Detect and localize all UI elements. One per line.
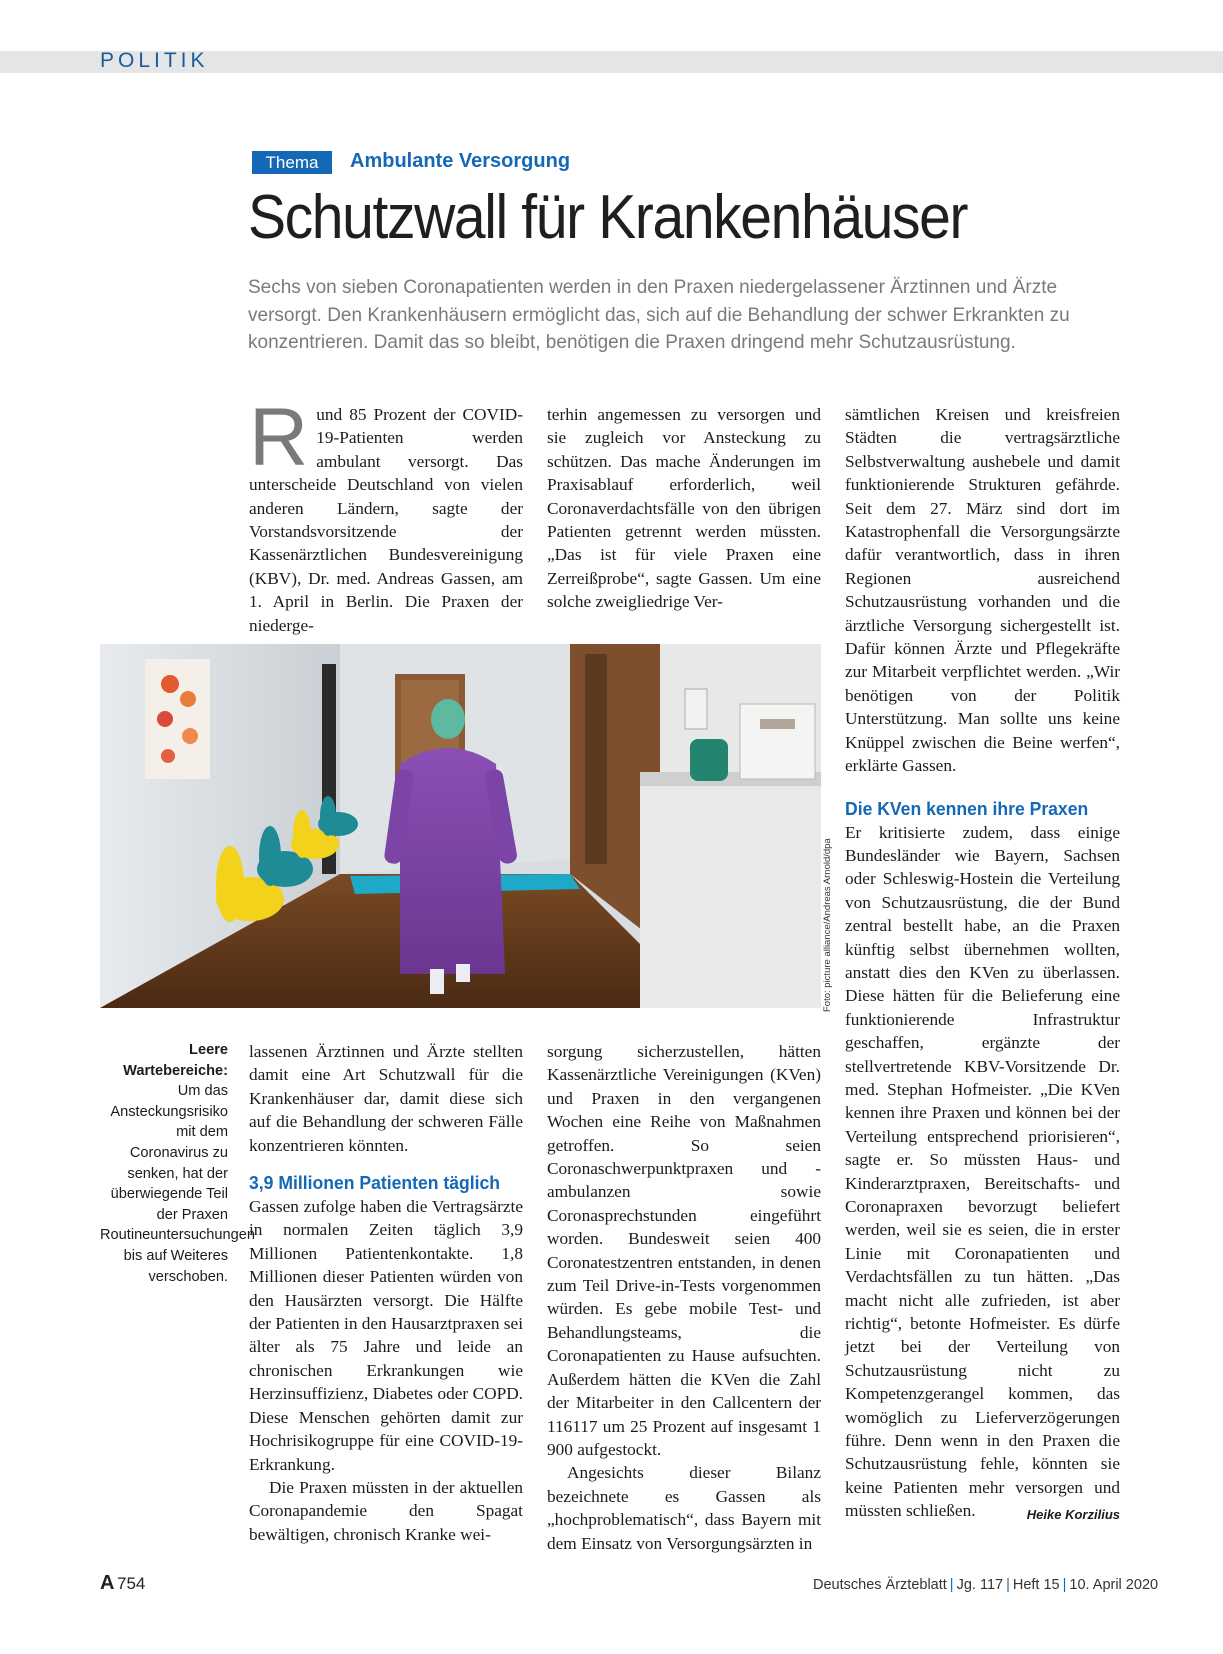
paragraph: Die Praxen müssten in der aktuellen Coronapandemie den Spagat bewältigen, chronisch Kranke wei- xyxy=(249,1477,523,1544)
caption-text: Um das Ansteckungsrisiko mit dem Coronavirus zu senken, hat der überwiegende Teil der Praxen Routineuntersuchungen bis auf Weiteres verschoben. xyxy=(100,1083,255,1285)
paragraph: lassenen Ärztinnen und Ärzte stellten damit eine Art Schutzwall für die Krankenhäuser dar, damit diese sich auf die Behandlung der schweren Fälle konzentrieren könnten. xyxy=(249,1042,523,1155)
author-byline: Heike Korzilius xyxy=(1026,1507,1120,1523)
page-number: 754 xyxy=(117,1574,146,1593)
paragraph-text: Er kritisierte zudem, dass einige Bundesländer wie Bayern, Sachsen oder Schleswig-Hostein die Verteilung von Schutzausrüstung, die der Bund zentral bestellt habe, an die Praxen künftig selbst übernehmen wollten, anstatt dies den KVen zu überlassen. Diese hätten für die Belieferung eine funktionierende Infrastruktur geschaffen, ergänzte der stellvertretende KBV-Vorsitzende Dr. med. Stephan Hofmeister. „Die KVen kennen ihre Praxen und können bei der Verteilung entsprechend priorisieren“, sagte er. So müssten Haus- und Kinderarztpraxen, Bereitschafts- und Coronapraxen bevorzugt beliefert werden, weil sie es seien, die in erster Linie mit Coronapatienten und Verdachtsfällen zu tun hätten. „Das macht nicht alle zufrieden, ist aber richtig“, betonte Hofmeister. Es dürfe jetzt bei der Verteilung von Schutzausrüstung nicht zu Kompetenzgerangel kommen, das womöglich zu Lieferverzögerungen führe. Denn wenn in den Praxen die Schutzausrüstung fehle, könnten sie keine Patienten mehr versorgen und müssten schließen. xyxy=(845,822,1120,1521)
paragraph: Angesichts dieser Bilanz bezeichnete es Gassen als „hochproblematisch“, dass Bayern mit dem Einsatz von Versorgungsärzten in xyxy=(547,1463,821,1553)
section-label: POLITIK xyxy=(100,49,209,72)
journal-name: Deutsches Ärzteblatt xyxy=(813,1577,947,1593)
column-2-bottom xyxy=(547,1040,821,1555)
column-3 xyxy=(845,403,1120,1527)
photo-caption xyxy=(100,1040,255,1287)
lede: Sechs von sieben Coronapatienten werden in den Praxen niedergelassener Ärztinnen und Ärzte versorgt. Den Krankenhäusern ermöglicht das, sich auf die Behandlung der schwer Erkrankten zu konzentrieren. Damit das so bleibt, benötigen die Praxen dringend mehr Schutzausrüstung. xyxy=(248,277,1070,353)
subheading: 3,9 Millionen Patienten täglich xyxy=(249,1172,500,1194)
caption-lead: Leere Wartebereiche: xyxy=(123,1042,228,1079)
paragraph: Gassen zufolge haben die Vertragsärzte in normalen Zeiten täglich 3,9 Millionen Patientenkontakte. 1,8 Millionen dieser Patienten würden von den Hausärzten versorgt. Die Hälfte der Patienten in den Hausarztpraxen sei älter als 75 Jahre und leide an chronischen Erkrankungen wie Herzinsuffizienz, Diabetes oder COPD. Diese Menschen gehörten damit zur Hochrisikogruppe für eine COVID-19-Erkrankung. xyxy=(249,1197,523,1474)
photo-credit: Foto: picture alliance/Andreas Arnold/dpa xyxy=(822,838,833,1012)
paragraph: sämtlichen Kreisen und kreisfreien Städten die vertragsärztliche Selbstverwaltung aushebele und damit funktionierende Strukturen gefährde. Seit dem 27. März sind dort im Katastrophenfall die Versorgungsärzte dafür verantwortlich, dass in ihren Regionen ausreichend Schutzausrüstung vorhanden und die ärztliche Versorgung sichergestellt ist. Dafür können Ärzte und Pflegekräfte zur Mitarbeit verpflichtet werden. „Wir benötigen von der Politik Unterstützung. Man sollte uns keine Knüppel zwischen die Beine werfen“, erklärte Gassen. xyxy=(845,405,1120,776)
article-photo xyxy=(100,644,821,1008)
page-prefix: A xyxy=(100,1572,115,1594)
subheading: Die KVen kennen ihre Praxen xyxy=(845,797,1089,819)
topic-label: Ambulante Versorgung xyxy=(350,150,571,172)
column-1-bottom xyxy=(249,1040,523,1546)
column-1-top xyxy=(249,392,523,637)
issue: Heft 15 xyxy=(1012,1577,1060,1593)
drop-cap: R xyxy=(249,392,309,483)
headline: Schutzwall für Krankenhäuser xyxy=(248,183,968,252)
paragraph: terhin angemessen zu versorgen und sie zugleich vor Ansteckung zu schützen. Das mache Änderungen im Praxisablauf erforderlich, weil Coronaverdachtsfälle von den übrigen Patienten getrennt werden müssten. „Das ist für viele Praxen eine Zerreißprobe“, sagte Gassen. Um eine solche zweigliedrige Ver- xyxy=(547,405,821,612)
paragraph: und 85 Prozent der COVID-19-Patienten werden ambulant versorgt. Das unterscheide Deutschland von vielen anderen Ländern, sagte der Vorstandsvorsitzende der Kassenärztlichen Bundesvereinigung (KBV), Dr. med. Andreas Gassen, am 1. April in Berlin. Die Praxen der niederge- xyxy=(249,405,523,635)
issue-date: 10. April 2020 xyxy=(1069,1577,1159,1593)
footer-citation: Deutsches Ärzteblatt | Jg. 117 | Heft 15 | 10. April 2020 xyxy=(813,1577,1159,1593)
paragraph xyxy=(845,821,1120,1523)
volume: Jg. 117 xyxy=(956,1577,1004,1593)
thema-badge: Thema xyxy=(252,151,332,174)
paragraph: sorgung sicherzustellen, hätten Kassenärztliche Vereinigungen (KVen) und Praxen in den vergangenen Wochen eine Reihe von Maßnahmen getroffen. So seien Coronaschwerpunktpraxen und -ambulanzen sowie Coronasprechstunden eingeführt worden. Bundesweit seien 400 Coronatestzentren entstanden, in denen zum Teil Drive-in-Tests vorgenommen würden. Es gebe mobile Test- und Behandlungsteams, die Coronapatienten zu Hause aufsuchten. Außerdem hätten die KVen die Zahl der Mitarbeiter in den Callcentern der 116117 um 25 Prozent auf insgesamt 1 900 aufgestockt. xyxy=(547,1042,821,1459)
column-2-top xyxy=(547,403,821,614)
